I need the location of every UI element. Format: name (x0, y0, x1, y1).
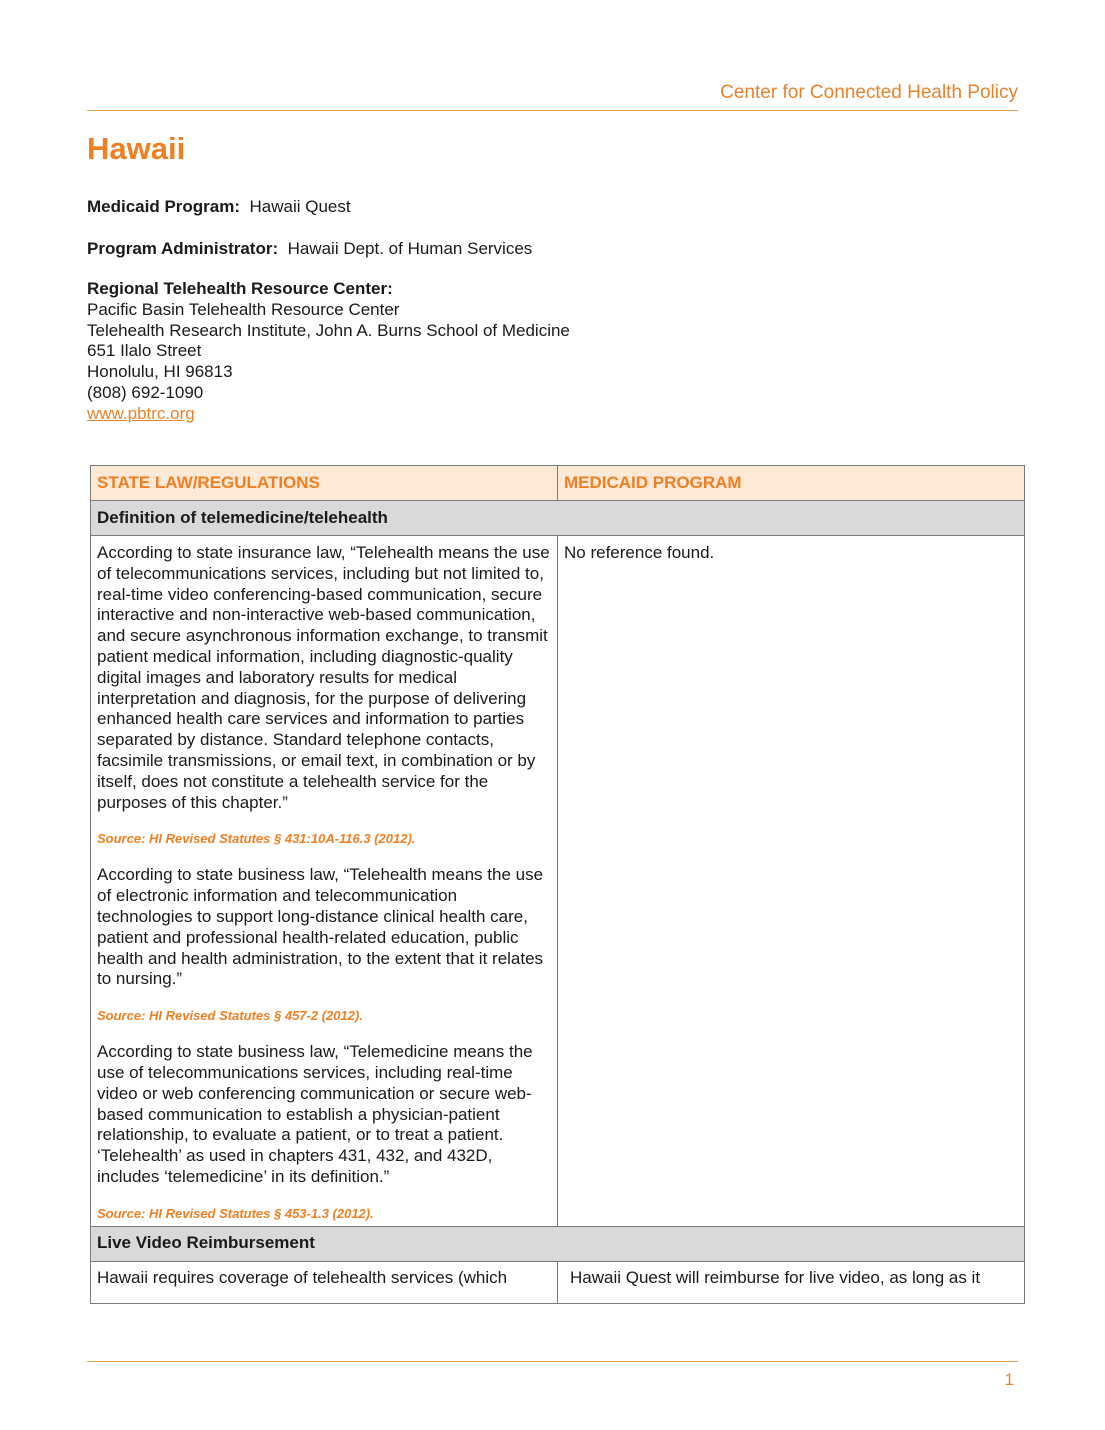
policy-table (90, 465, 1025, 1304)
page-number: 1 (1004, 1370, 1014, 1389)
state-law-paragraph: According to state insurance law, “Telehealth means the use of telecommunications services, including but not limited to, real-time video conferencing-based communication, secure interactive and non-interactive web-based communication, and secure asynchronous information exchange, to transmit patient medical information, including diagnostic-quality digital images and laboratory results for medical interpretation and diagnosis, for the purpose of delivering enhanced health care services and information to parties separated by distance. Standard telephone contacts, facsimile transmissions, or email text, in combination or by itself, does not constitute a telehealth service for the purposes of this chapter.” (97, 543, 550, 812)
table-row (91, 1261, 1025, 1303)
section-title-definition: Definition of telemedicine/telehealth (91, 501, 1025, 536)
resource-center-phone: (808) 692-1090 (87, 382, 204, 402)
table-row (91, 536, 1025, 1227)
program-administrator-label: Program Administrator: (87, 239, 279, 258)
section-row-live-video (91, 1226, 1025, 1261)
statute-source: Source: HI Revised Statutes § 431:10A-116.3 (2012). (97, 831, 416, 847)
section-row-definition (91, 501, 1025, 536)
resource-center-city: Honolulu, HI 96813 (87, 362, 233, 382)
header-organization: Center for Connected Health Policy (720, 82, 1018, 103)
state-law-cell (91, 1261, 558, 1303)
medicaid-program-line (87, 196, 351, 217)
state-law-cell (91, 536, 558, 1227)
medicaid-cell (558, 536, 1025, 1227)
resource-center-block (87, 279, 570, 425)
resource-center-name: Pacific Basin Telehealth Resource Center (87, 299, 400, 319)
medicaid-program-value: Hawaii Quest (249, 197, 351, 216)
section-title-live-video: Live Video Reimbursement (91, 1226, 1025, 1261)
header-divider (87, 110, 1018, 111)
resource-center-label: Regional Telehealth Resource Center: (87, 279, 393, 298)
program-administrator-value: Hawaii Dept. of Human Services (287, 239, 533, 258)
table-header-row (91, 466, 1025, 501)
statute-source: Source: HI Revised Statutes § 457-2 (2012). (97, 1008, 363, 1024)
statute-source: Source: HI Revised Statutes § 453-1.3 (2012). (97, 1205, 374, 1221)
medicaid-program-label: Medicaid Program: (87, 197, 241, 216)
footer-divider (87, 1361, 1018, 1362)
medicaid-text: Hawaii Quest will reimburse for live video, as long as it (570, 1267, 981, 1287)
resource-center-website-link[interactable]: www.pbtrc.org (87, 403, 195, 423)
state-law-paragraph: According to state business law, “Telemedicine means the use of telecommunications services, including real-time video or web conferencing communication or secure web-based communication to establish a physician-patient relationship, to evaluate a patient, or to treat a patient. ‘Telehealth’ as used in chapters 431, 432, and 432D, includes ‘telemedicine’ in its definition.” (97, 1042, 533, 1186)
resource-center-institute: Telehealth Research Institute, John A. Burns School of Medicine (87, 320, 570, 340)
medicaid-cell (558, 1261, 1025, 1303)
state-law-paragraph: According to state business law, “Telehealth means the use of electronic information and telecommunication technologies to support long-distance clinical health care, patient and professional health-related education, public health and health administration, to the extent that it relates to nursing.” (97, 865, 544, 989)
column-header-medicaid: MEDICAID PROGRAM (558, 466, 1025, 501)
program-administrator-line (87, 238, 532, 259)
state-law-paragraph: Hawaii requires coverage of telehealth services (which (97, 1267, 508, 1287)
resource-center-street: 651 Ilalo Street (87, 341, 202, 361)
medicaid-text: No reference found. (564, 543, 715, 562)
page-title: Hawaii (87, 131, 186, 166)
column-header-state-law: STATE LAW/REGULATIONS (91, 466, 558, 501)
